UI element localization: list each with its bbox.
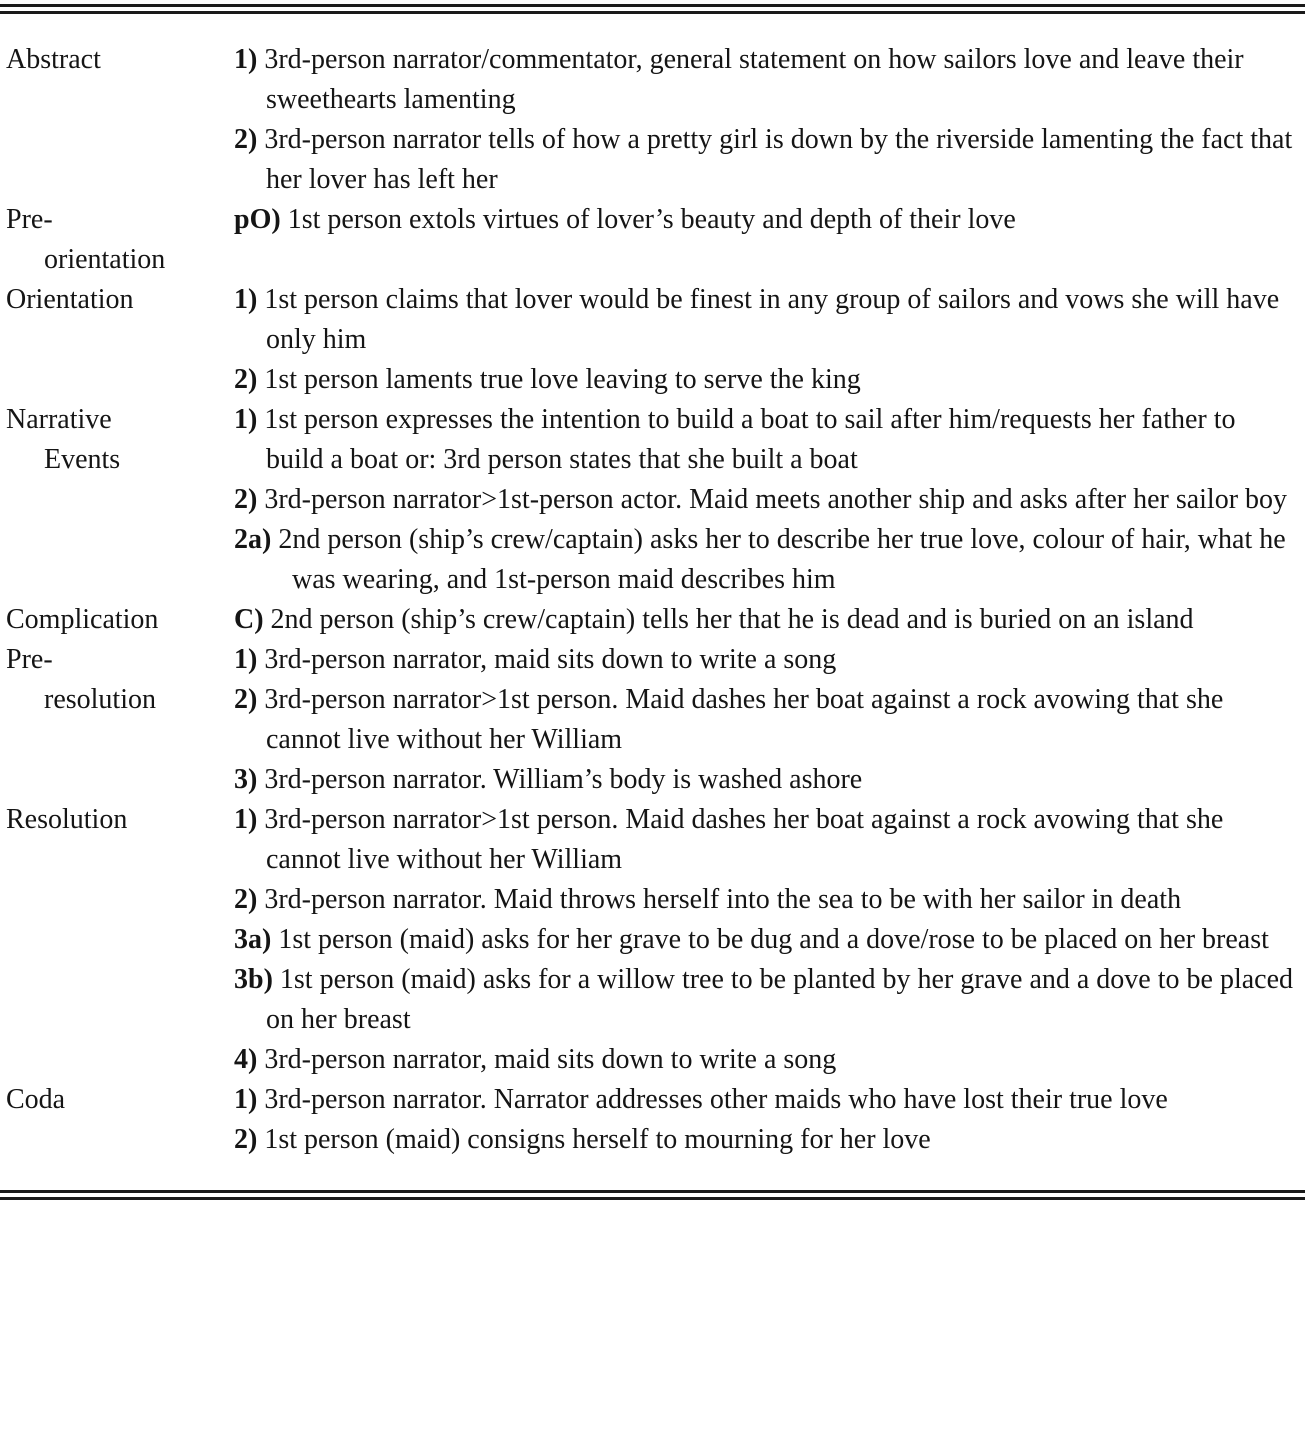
entry-text: 3rd-person narrator, maid sits down to write a song xyxy=(264,644,837,675)
entry-text: 3rd-person narrator>1st person. Maid dashes her boat against a rock avowing that she cannot live without her William xyxy=(264,684,1224,755)
entry-text: 1st person (maid) asks for her grave to be dug and a dove/rose to be placed on her breast xyxy=(278,924,1269,955)
entry-label: 1) xyxy=(234,284,258,315)
entry-text: 3rd-person narrator. Narrator addresses other maids who have lost their true love xyxy=(264,1084,1168,1115)
entry-text: 1st person claims that lover would be finest in any group of sailors and vows she will have only him xyxy=(264,284,1280,355)
row-category xyxy=(6,640,234,720)
table-row xyxy=(6,800,1297,1080)
row-entries xyxy=(234,600,1297,640)
entry-label: 1) xyxy=(234,644,258,675)
entry-text: 1st person (maid) consigns herself to mourning for her love xyxy=(264,1124,931,1155)
row-category xyxy=(6,280,234,320)
category-label: Orientation xyxy=(6,284,134,315)
category-label: Resolution xyxy=(6,804,128,835)
entry-label: 3a) xyxy=(234,924,272,955)
entry xyxy=(234,520,1297,600)
entry-label: 1) xyxy=(234,804,258,835)
entry-text: 1st person expresses the intention to build a boat to sail after him/requests her father to build a boat or: 3rd person states that she built a boat xyxy=(264,404,1236,475)
entry xyxy=(234,120,1297,200)
table-row xyxy=(6,40,1297,200)
entry-text: 3rd-person narrator>1st person. Maid dashes her boat against a rock avowing that she cannot live without her William xyxy=(264,804,1224,875)
entry xyxy=(234,280,1297,360)
category-label: Coda xyxy=(6,1084,66,1115)
category-label: Complication xyxy=(6,604,159,635)
rule-line xyxy=(0,4,1305,7)
narrative-structure-table xyxy=(0,14,1305,1190)
entry xyxy=(234,1080,1297,1120)
row-entries xyxy=(234,200,1297,240)
entry-label: 2) xyxy=(234,684,258,715)
entry xyxy=(234,600,1297,640)
row-entries xyxy=(234,40,1297,200)
category-label: Events xyxy=(44,444,121,475)
rule-line xyxy=(0,1190,1305,1193)
entry-text: 1st person (maid) asks for a willow tree to be planted by her grave and a dove to be placed on her breast xyxy=(266,964,1294,1035)
entry-label: 2) xyxy=(234,364,258,395)
entry-text: 3rd-person narrator. Maid throws herself into the sea to be with her sailor in death xyxy=(264,884,1182,915)
entry-text: 3rd-person narrator. William’s body is washed ashore xyxy=(264,764,863,795)
entry-label: 2) xyxy=(234,484,258,515)
row-entries xyxy=(234,800,1297,1080)
entry-label: 1) xyxy=(234,1084,258,1115)
bottom-double-rule xyxy=(0,1190,1305,1200)
entry-label: 2) xyxy=(234,124,258,155)
category-label: orientation xyxy=(44,244,166,275)
entry-text: 3rd-person narrator, maid sits down to write a song xyxy=(264,1044,837,1075)
entry xyxy=(234,800,1297,880)
entry xyxy=(234,640,1297,680)
entry xyxy=(234,1120,1297,1160)
entry xyxy=(234,200,1297,240)
entry xyxy=(234,480,1297,520)
row-entries xyxy=(234,400,1297,600)
category-label: resolution xyxy=(44,684,156,715)
entry-text: 1st person laments true love leaving to serve the king xyxy=(264,364,861,395)
entry xyxy=(234,760,1297,800)
category-label: Narrative xyxy=(6,404,112,435)
row-category xyxy=(6,800,234,840)
entry-text: 2nd person (ship’s crew/captain) asks her to describe her true love, colour of hair, what he was wearing, and 1st-person maid describes him xyxy=(278,524,1286,595)
entry-text: 1st person extols virtues of lover’s beauty and depth of their love xyxy=(287,204,1016,235)
table-row xyxy=(6,400,1297,600)
entry-text: 3rd-person narrator tells of how a pretty girl is down by the riverside lamenting the fact that her lover has left her xyxy=(264,124,1293,195)
entry-label: 2) xyxy=(234,1124,258,1155)
row-category xyxy=(6,600,234,640)
entry xyxy=(234,1040,1297,1080)
row-entries xyxy=(234,280,1297,400)
table-row xyxy=(6,640,1297,800)
table-row xyxy=(6,200,1297,280)
entry xyxy=(234,360,1297,400)
category-label: Pre- xyxy=(6,204,53,235)
category-label: Abstract xyxy=(6,44,101,75)
entry-text: 3rd-person narrator/commentator, general statement on how sailors love and leave their sweethearts lamenting xyxy=(264,44,1244,115)
row-category xyxy=(6,400,234,480)
row-entries xyxy=(234,640,1297,800)
category-label: Pre- xyxy=(6,644,53,675)
entry-label: C) xyxy=(234,604,264,635)
entry-label: pO) xyxy=(234,204,281,235)
row-category xyxy=(6,40,234,80)
entry xyxy=(234,680,1297,760)
row-entries xyxy=(234,1080,1297,1160)
entry-label: 3b) xyxy=(234,964,273,995)
top-double-rule xyxy=(0,4,1305,14)
entry xyxy=(234,920,1297,960)
entry-label: 3) xyxy=(234,764,258,795)
table-row xyxy=(6,600,1297,640)
entry xyxy=(234,880,1297,920)
entry-text: 2nd person (ship’s crew/captain) tells her that he is dead and is buried on an island xyxy=(270,604,1194,635)
entry-label: 1) xyxy=(234,404,258,435)
entry-label: 2) xyxy=(234,884,258,915)
entry xyxy=(234,960,1297,1040)
row-category xyxy=(6,200,234,280)
entry-text: 3rd-person narrator>1st-person actor. Maid meets another ship and asks after her sailor boy xyxy=(264,484,1288,515)
table-row xyxy=(6,280,1297,400)
entry xyxy=(234,400,1297,480)
entry xyxy=(234,40,1297,120)
entry-label: 2a) xyxy=(234,524,272,555)
rule-line xyxy=(0,1197,1305,1200)
entry-label: 1) xyxy=(234,44,258,75)
row-category xyxy=(6,1080,234,1120)
table-row xyxy=(6,1080,1297,1160)
entry-label: 4) xyxy=(234,1044,258,1075)
